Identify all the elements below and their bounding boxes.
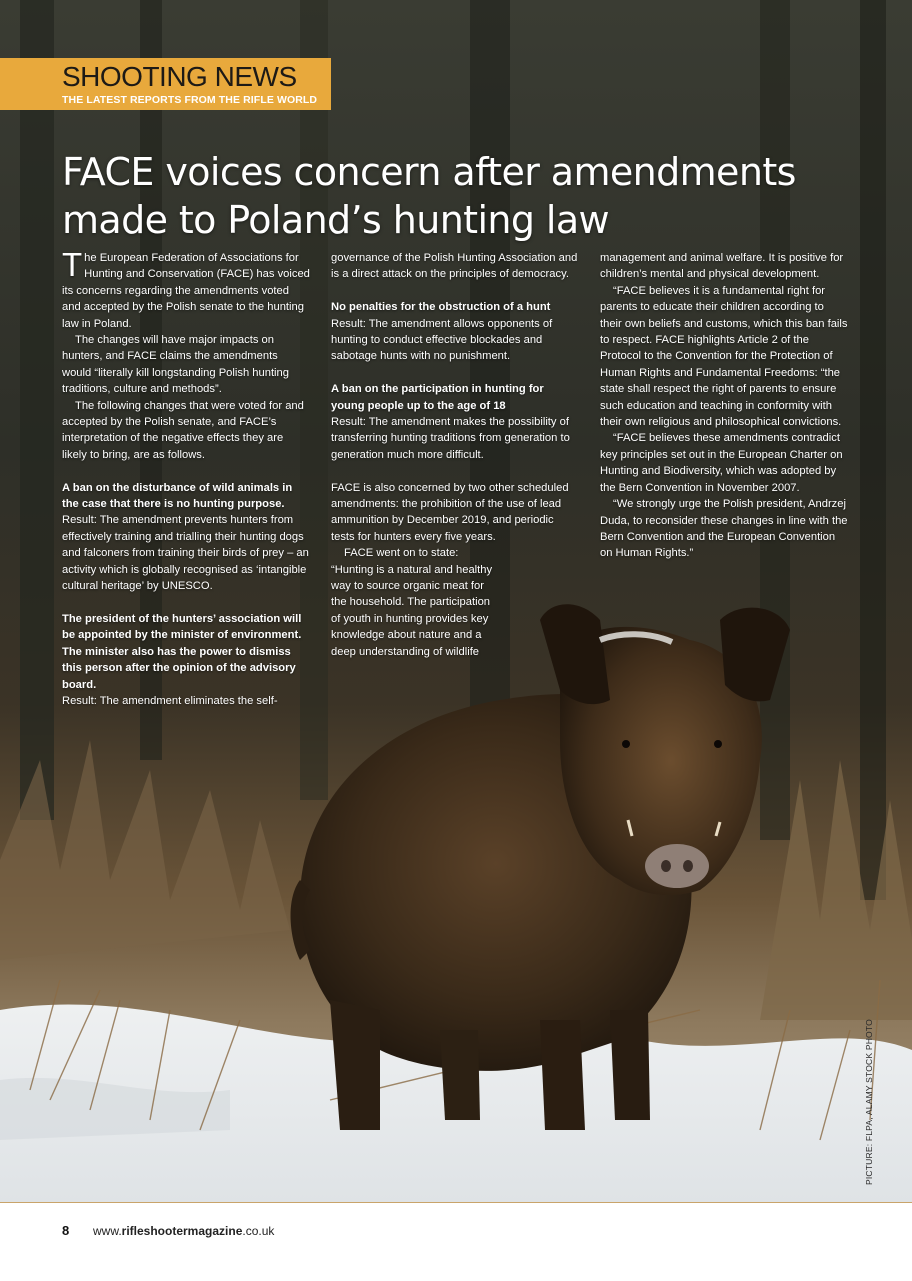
paragraph: The European Federation of Associations for Hunting and Conservation (FACE) has voiced its concerns regarding the amendments voted and accepted by the Polish senate to the hunting law in Poland. <box>62 246 310 330</box>
paragraph: The following changes that were voted for and accepted by the Polish senate, and FACE’s interpretation of the negative effects they are likely to bring, are as follows. <box>62 399 304 461</box>
paragraph: management and animal welfare. It is positive for children’s mental and physical development. <box>600 252 844 281</box>
paragraph: Result: The amendment eliminates the self- <box>62 694 278 707</box>
paragraph: Result: The amendment allows opponents of hunting to conduct effective blockades and sabotage hunts with no punishment. <box>331 317 553 363</box>
subheading: The president of the hunters’ association will be appointed by the minister of environment. The minister also has the power to dismiss this person after the opinion of the advisory board. <box>62 612 302 691</box>
paragraph: “We strongly urge the Polish president, Andrzej Duda, to reconsider these changes in line with the Bern Convention and the European Convention on Human Rights.” <box>600 498 848 560</box>
article-column-1 <box>62 246 310 709</box>
paragraph: Result: The amendment prevents hunters from effectively training and trialling their hunting dogs and falconers from training their birds of prey – an activity which is globally recognised as ‘intangible cultural heritage’ by UNESCO. <box>62 514 309 593</box>
section-header <box>0 58 331 110</box>
article-column-2 <box>331 250 579 660</box>
article-headline: FACE voices concern after amendments made to Poland’s hunting law <box>62 150 796 242</box>
photo-credit: PICTURE: FLPA, ALAMY STOCK PHOTO <box>864 1019 874 1185</box>
paragraph: FACE is also concerned by two other scheduled amendments: the prohibition of the use of lead ammunition by December 2019, and periodic tests for hunters every five years. <box>331 481 569 543</box>
paragraph: The changes will have major impacts on hunters, and FACE claims the amendments would “literally kill longstanding Polish hunting traditions, culture and methods”. <box>62 334 289 396</box>
page-footer <box>0 1202 912 1281</box>
drop-cap: T <box>62 246 83 283</box>
paragraph: “FACE believes it is a fundamental right for parents to educate their children according to their own beliefs and customs, which this ban fails to respect. FACE highlights Article 2 of the Protocol to the Convention for the Protection of Human Rights and Fundamental Freedoms: “the state shall respect the right of parents to ensure such education and teaching in conformity with their own religious and philosophical convictions. <box>600 284 848 429</box>
website-url: www.rifleshootermagazine.co.uk <box>93 1224 275 1238</box>
paragraph: Result: The amendment makes the possibility of transferring hunting traditions from generation to generation much more difficult. <box>331 416 570 461</box>
subheading: No penalties for the obstruction of a hunt <box>331 301 551 314</box>
paragraph: governance of the Polish Hunting Association and is a direct attack on the principles of democracy. <box>331 252 578 281</box>
subheading: A ban on the participation in hunting for young people up to the age of 18 <box>331 383 544 412</box>
paragraph: “FACE believes these amendments contradict key principles set out in the European Charter on Hunting and Biodiversity, which was adopted by the Bern Convention in November 2007. <box>600 432 843 494</box>
page-number: 8 <box>62 1223 70 1238</box>
section-title: SHOOTING NEWS <box>62 61 297 92</box>
article-column-3 <box>600 250 848 562</box>
subheading: A ban on the disturbance of wild animals in the case that there is no hunting purpose. <box>62 481 293 511</box>
section-subtitle: THE LATEST REPORTS FROM THE RIFLE WORLD <box>62 94 318 106</box>
paragraph: FACE went on to state: “Hunting is a natural and healthy way to source organic meat for the household. The participation of youth in hunting provides key knowledge about nature and a deep understanding of wildlife <box>331 547 493 658</box>
